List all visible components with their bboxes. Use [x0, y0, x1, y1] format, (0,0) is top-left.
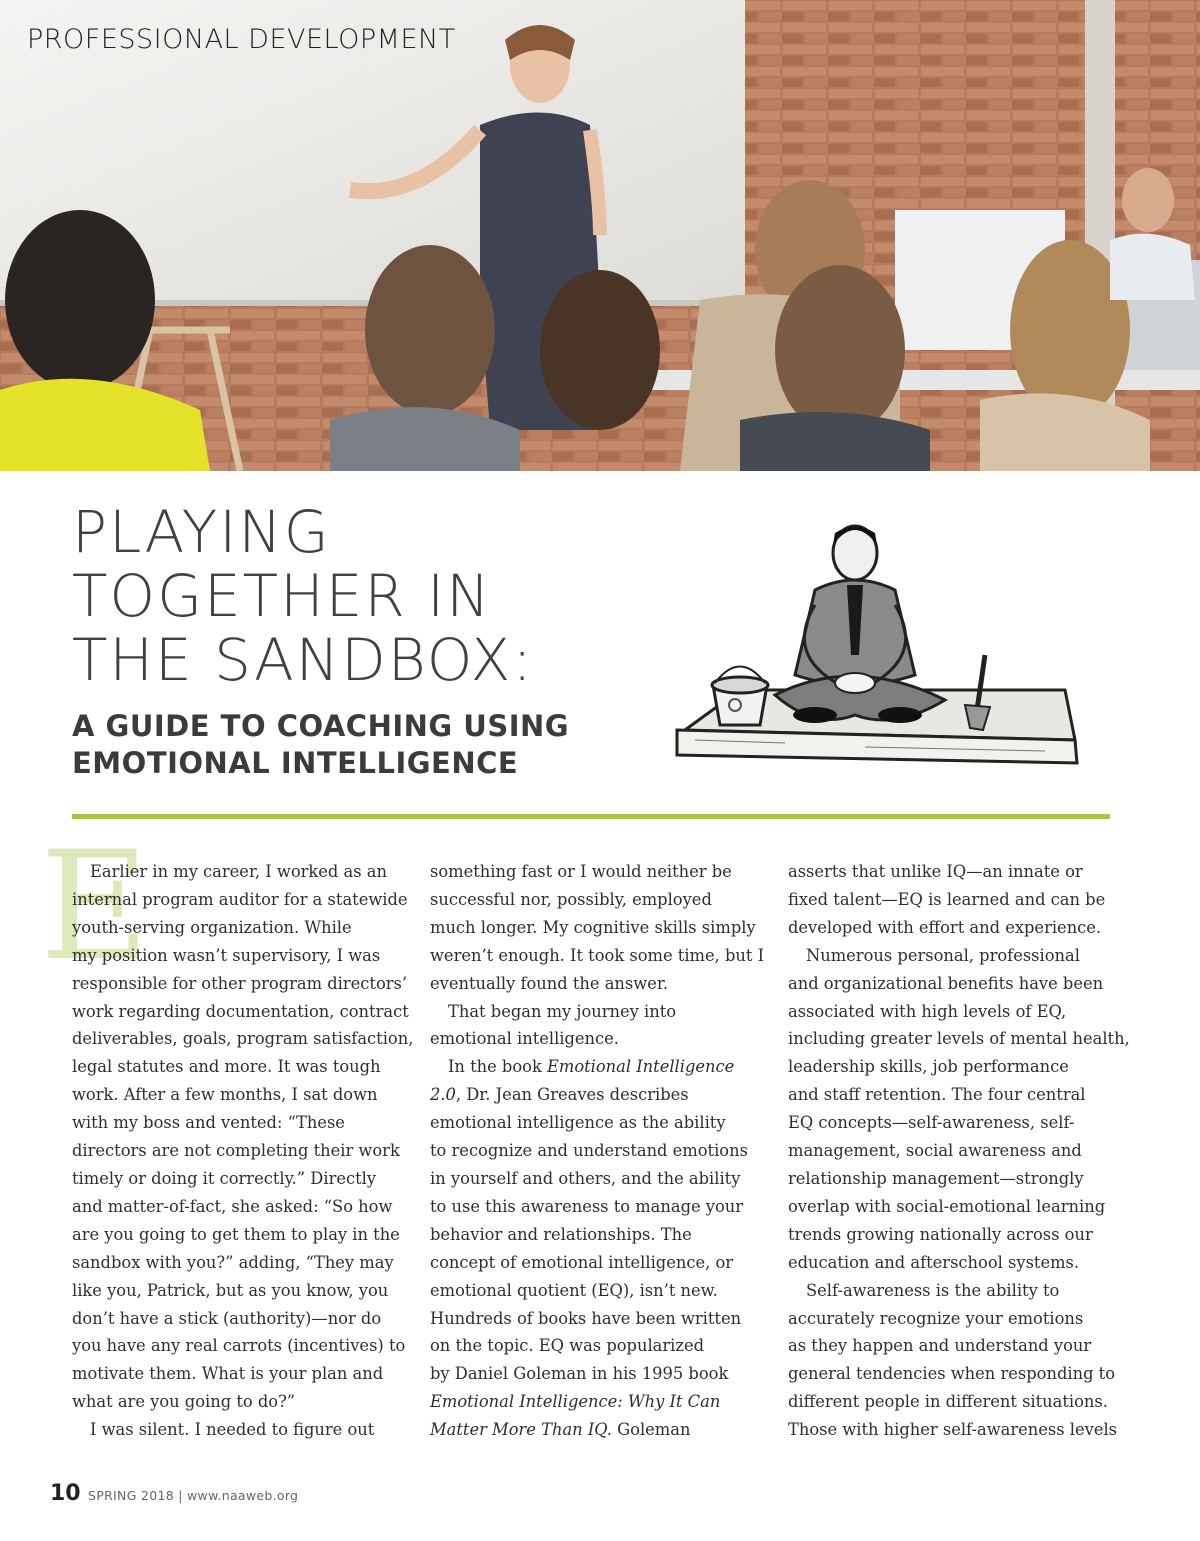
body-text-line: EQ concepts—self-awareness, self- [788, 1113, 1075, 1133]
sandbox-illustration [665, 515, 1095, 780]
body-text-line: accurately recognize your emotions [788, 1308, 1084, 1328]
body-text-line: don’t have a stick (authority)—nor do [72, 1308, 382, 1328]
body-text-line: deliverables, goals, program satisfaction, [72, 1029, 414, 1049]
classroom-presentation-photo [0, 0, 1200, 471]
body-text-line: on the topic. EQ was popularized [430, 1336, 704, 1356]
body-column-1 [72, 858, 414, 1444]
body-text-line: In the book Emotional Intelligence [448, 1057, 735, 1077]
body-text-line [430, 1388, 760, 1416]
italic-title-text: Emotional Intelligence: Why It Can [430, 1392, 721, 1412]
body-text-line: motivate them. What is your plan and [72, 1364, 384, 1384]
body-text-line: my position wasn’t supervisory, I was [72, 945, 381, 965]
page-number: 10 [50, 1481, 81, 1506]
body-text-line: youth-serving organization. While [72, 917, 352, 937]
italic-title-text: Matter More Than IQ. [430, 1420, 612, 1440]
body-text-line: concept of emotional intelligence, or [430, 1252, 734, 1272]
body-text-line: in yourself and others, and the ability [430, 1168, 741, 1188]
article-subtitle-line: A GUIDE TO COACHING USING [72, 709, 570, 743]
body-text-line: eventually found the answer. [430, 973, 669, 993]
body-text-line: are you going to get them to play in the [72, 1224, 400, 1244]
article-subtitle [72, 708, 632, 782]
footer-issue-site: SPRING 2018 | www.naaweb.org [88, 1488, 299, 1503]
body-text-line: much longer. My cognitive skills simply [430, 917, 756, 937]
body-text-line: sandbox with you?” adding, “They may [72, 1252, 394, 1272]
body-text-line: Hundreds of books have been written [430, 1308, 742, 1328]
article-title [72, 500, 632, 692]
body-text-line: successful nor, possibly, employed [430, 889, 712, 909]
body-text-line: I was silent. I needed to figure out [90, 1420, 375, 1440]
body-text-line: different people in different situations. [788, 1392, 1108, 1412]
body-text-line: and organizational benefits have been [788, 973, 1104, 993]
body-text-line: Self-awareness is the ability to [806, 1280, 1060, 1300]
body-text-line: management, social awareness and [788, 1141, 1082, 1161]
body-text-line: as they happen and understand your [788, 1336, 1092, 1356]
italic-title-text: 2.0 [430, 1085, 456, 1105]
body-text-line: leadership skills, job performance [788, 1057, 1069, 1077]
body-text-line: to use this awareness to manage your [430, 1196, 744, 1216]
body-text-line: like you, Patrick, but as you know, you [72, 1280, 389, 1300]
section-label: PROFESSIONAL DEVELOPMENT [27, 24, 456, 55]
article-title-line: TOGETHER IN [72, 562, 492, 630]
article-subtitle-line: EMOTIONAL INTELLIGENCE [72, 746, 519, 780]
body-text-line: education and afterschool systems. [788, 1252, 1080, 1272]
body-text-line: 2.0, Dr. Jean Greaves describes [430, 1085, 689, 1105]
body-text-line: developed with effort and experience. [788, 917, 1102, 937]
body-text-line: by Daniel Goleman in his 1995 book [430, 1364, 729, 1384]
body-text-line: behavior and relationships. The [430, 1224, 692, 1244]
body-text-line: emotional intelligence as the ability [430, 1113, 726, 1133]
body-text-line: overlap with social-emotional learning [788, 1196, 1106, 1216]
body-text-line: Matter More Than IQ. Goleman [430, 1420, 691, 1440]
body-text-line: with my boss and vented: “These [72, 1113, 345, 1133]
body-text-line: legal statutes and more. It was tough [72, 1057, 381, 1077]
body-text-line: responsible for other program directors’ [72, 973, 408, 993]
body-text-line: relationship management—strongly [788, 1168, 1084, 1188]
body-text-line: directors are not completing their work [72, 1141, 400, 1161]
body-text-line: Numerous personal, professional [806, 945, 1080, 965]
body-text-line: to recognize and understand emotions [430, 1141, 748, 1161]
accent-rule [72, 814, 1110, 819]
body-text-line: emotional intelligence. [430, 1029, 619, 1049]
body-text-line: you have any real carrots (incentives) to [72, 1336, 406, 1356]
body-text-line: what are you going to do?” [72, 1392, 296, 1412]
hero-photo [0, 0, 1200, 471]
body-text-line: associated with high levels of EQ, [788, 1001, 1067, 1021]
body-text-line: emotional quotient (EQ), isn’t new. [430, 1280, 718, 1300]
body-text-line: Earlier in my career, I worked as an [90, 862, 387, 881]
body-text-line: general tendencies when responding to [788, 1364, 1116, 1384]
body-text-line: weren’t enough. It took some time, but I [430, 945, 765, 965]
body-text-line: fixed talent—EQ is learned and can be [788, 889, 1106, 909]
body-text-line: including greater levels of mental health, [788, 1029, 1130, 1049]
drop-cap: E [40, 820, 150, 994]
body-text-line: trends growing nationally across our [788, 1224, 1093, 1244]
body-text-line: asserts that unlike IQ—an innate or [788, 862, 1083, 881]
body-text-line: work regarding documentation, contract [72, 1001, 409, 1021]
article-title-line: PLAYING [72, 498, 331, 566]
body-text-line: and staff retention. The four central [788, 1085, 1086, 1105]
body-text-line: something fast or I would neither be [430, 862, 732, 881]
body-column-2 [430, 858, 765, 1444]
body-text-line: timely or doing it correctly.” Directly [72, 1168, 377, 1188]
body-text-line: internal program auditor for a statewide [72, 889, 408, 909]
body-text-line: and matter-of-fact, she asked: “So how [72, 1196, 393, 1216]
body-text-line: work. After a few months, I sat down [72, 1085, 378, 1105]
body-text-line: Those with higher self-awareness levels [788, 1420, 1118, 1440]
italic-title-text: Emotional Intelligence [547, 1057, 735, 1077]
body-column-3 [788, 858, 1130, 1444]
body-text-line: That began my journey into [448, 1001, 677, 1021]
article-title-line: THE SANDBOX: [72, 626, 534, 694]
